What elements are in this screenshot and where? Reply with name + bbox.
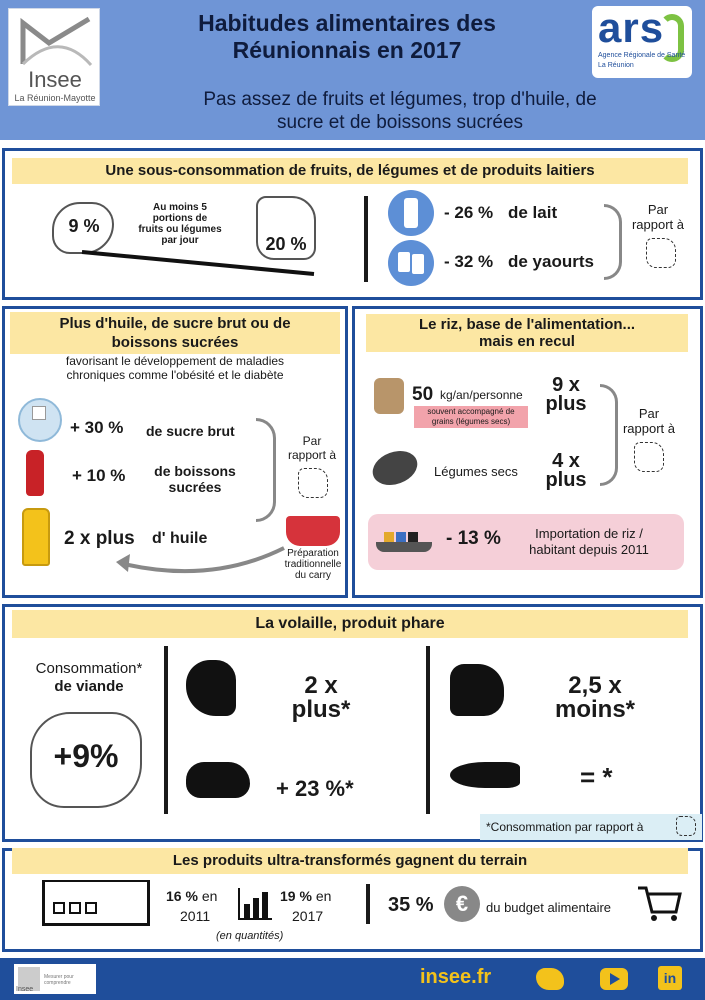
huile-pct: 2 x plus <box>64 528 135 549</box>
porc-pct: + 23 %* <box>276 776 354 801</box>
compare-text-2 <box>280 434 344 462</box>
rice-sack-icon <box>374 378 404 414</box>
huile-label: d' huile <box>152 530 208 547</box>
ars-logo-text: ars <box>598 4 665 51</box>
riz-note <box>414 406 528 428</box>
compare-text-3 <box>616 406 682 436</box>
import-text <box>504 526 674 558</box>
carry-line-1: Préparation <box>287 548 339 559</box>
portions-line-4: par jour <box>161 235 199 246</box>
conso-line-1: Consommation* <box>35 660 143 677</box>
insee-logo <box>8 8 100 106</box>
lait-label: de lait <box>508 203 558 222</box>
footer-insee-logo <box>14 964 96 994</box>
boissons-line-1: de boissons <box>154 463 236 479</box>
france-small-map-icon-2 <box>298 468 328 498</box>
section-sucre-subtitle <box>10 354 340 382</box>
portions-line-2: portions de <box>152 213 208 224</box>
insee-logo-sub: La Réunion-Mayotte <box>14 93 96 103</box>
footnote-text: *Consommation par rapport à <box>486 820 644 834</box>
sugar-bowl-icon <box>18 398 62 442</box>
footer-insee-sub: Mesurer pour comprendre <box>44 974 74 986</box>
section-fruits-title: Une sous-consommation de fruits, de légumes et de produits laitiers <box>12 158 688 184</box>
oil-bottle-icon <box>22 508 50 566</box>
yaourt-label: de yaourts <box>508 252 594 271</box>
pct-2011: 16 % <box>166 888 198 904</box>
legumes-mult <box>538 452 594 490</box>
import-line-1: Importation de riz / <box>535 526 643 541</box>
boissons-label <box>140 463 250 495</box>
volaille-divider-2 <box>426 646 430 814</box>
legumes-mult-line-1: 4 x <box>552 450 580 472</box>
compare-line-1: Par <box>647 202 669 217</box>
france-small-map-icon-4 <box>676 816 696 836</box>
footer-site-link[interactable]: insee.fr <box>420 966 492 988</box>
compare2-line-2: rapport à <box>287 448 337 462</box>
sucre-title-line-2: boissons sucrées <box>111 334 239 351</box>
stat-2011 <box>166 888 217 904</box>
legumes-label: Légumes secs <box>434 464 518 479</box>
sucre-brace-icon <box>256 418 276 522</box>
volaille-mult-line-2: plus* <box>291 696 351 723</box>
compare-line-2: rapport à <box>631 217 685 232</box>
sucre-title-line-1: Plus d'huile, de sucre brut ou de <box>59 315 291 332</box>
footer-insee-text: Insee <box>16 986 34 993</box>
carry-line-3: du carry <box>294 570 332 581</box>
year-2017: 2017 <box>292 908 324 924</box>
volaille-divider-1 <box>164 646 168 814</box>
compare3-line-2: rapport à <box>622 421 676 436</box>
reunion-pct: 9 % <box>68 216 100 236</box>
riz-title-line-1: Le riz, base de l'alimentation... <box>418 316 636 333</box>
cargo-ship-icon <box>376 530 432 554</box>
lait-pct: - 26 % <box>444 203 494 222</box>
boeuf-mult-line-2: moins* <box>554 696 635 723</box>
sucre-sub-line-2: chroniques comme l'obésité et le diabète <box>66 368 284 382</box>
volaille-mult <box>266 674 376 722</box>
shopping-cart-icon <box>636 884 682 924</box>
sucre-sub-line-1: favorisant le développement de maladies <box>65 354 285 368</box>
milk-icon <box>388 190 434 236</box>
riz-qty: 50 <box>412 384 434 405</box>
sucre-label: de sucre brut <box>146 423 235 439</box>
stat-2017 <box>280 888 331 904</box>
carry-text <box>280 548 346 581</box>
yaourt-pct: - 32 % <box>444 252 494 271</box>
riz-mult <box>538 376 594 414</box>
qty-note: (en quantités) <box>216 930 284 942</box>
return-arrow-icon <box>112 540 288 580</box>
insee-logo-text: Insee <box>28 67 82 92</box>
section-fruits-divider <box>364 196 368 282</box>
factory-icon <box>42 880 150 926</box>
ars-logo-sub-1: Agence Régionale de Santé <box>598 52 686 59</box>
budget-pct: 35 % <box>388 894 434 916</box>
ars-logo-sub-2: La Réunion <box>598 62 634 69</box>
conso-text <box>14 660 164 696</box>
compare-text-1 <box>618 202 698 232</box>
pig-icon <box>186 762 250 798</box>
compare3-line-1: Par <box>638 406 660 421</box>
portions-line-1: Au moins 5 <box>153 202 207 213</box>
riz-mult-line-2: plus <box>545 393 587 415</box>
subtitle-line-2: sucre et de boissons sucrées <box>276 112 524 133</box>
viande-pct: +9% <box>53 738 119 774</box>
page-title <box>112 10 582 64</box>
portions-text <box>120 202 240 246</box>
boeuf-mult <box>540 674 650 722</box>
subtitle-line-1: Pas assez de fruits et légumes, trop d'huile, de <box>203 89 597 110</box>
riz-title-line-2: mais en recul <box>479 333 575 350</box>
section-riz-title <box>366 314 688 352</box>
riz-note-line-1: souvent accompagné de <box>427 407 515 416</box>
cow-icon <box>450 664 504 716</box>
soda-bottle-icon <box>26 450 44 496</box>
carry-pot-icon <box>286 516 340 546</box>
en-2017: en <box>315 888 332 904</box>
euro-coin-icon: € <box>444 886 480 922</box>
riz-unit: kg/an/personne <box>440 388 523 402</box>
title-line-1: Habitudes alimentaires des <box>198 10 496 36</box>
sucre-pct: + 30 % <box>70 418 124 437</box>
compare2-line-1: Par <box>302 434 322 448</box>
import-pct: - 13 % <box>446 528 501 549</box>
fish-icon <box>450 762 520 788</box>
twitter-icon[interactable] <box>536 968 564 990</box>
youtube-icon[interactable] <box>600 968 628 990</box>
boeuf-mult-line-1: 2,5 x <box>568 672 622 699</box>
boissons-pct: + 10 % <box>72 466 126 485</box>
import-line-2: habitant depuis 2011 <box>529 542 649 557</box>
france-small-map-icon-3 <box>634 442 664 472</box>
ultra-divider <box>366 884 370 924</box>
france-pct: 20 % <box>265 234 307 254</box>
en-2011: en <box>201 888 218 904</box>
portions-line-3: fruits ou légumes <box>138 224 222 235</box>
title-line-2: Réunionnais en 2017 <box>232 37 462 63</box>
poisson-val: = * <box>580 762 613 792</box>
ars-logo <box>592 6 692 78</box>
section-sucre-title <box>10 312 340 354</box>
pct-2017: 19 % <box>280 888 312 904</box>
france-small-map-icon <box>646 238 676 268</box>
insee-logo-mark-icon <box>9 9 101 71</box>
riz-mult-line-1: 9 x <box>552 374 580 396</box>
volaille-mult-line-1: 2 x <box>304 672 338 699</box>
page-subtitle <box>110 88 690 134</box>
carry-line-2: traditionnelle <box>284 559 342 570</box>
section-ultra-title: Les produits ultra-transformés gagnent du terrain <box>12 848 688 874</box>
legumes-mult-line-2: plus <box>545 469 587 491</box>
boissons-line-2: sucrées <box>168 479 222 495</box>
yaourt-icon <box>388 240 434 286</box>
conso-line-2: de viande <box>54 678 124 695</box>
riz-note-line-2: grains (légumes secs) <box>431 417 511 426</box>
year-2011: 2011 <box>180 908 211 924</box>
section-volaille-title: La volaille, produit phare <box>12 610 688 638</box>
linkedin-icon[interactable]: in <box>658 966 682 990</box>
budget-label: du budget alimentaire <box>486 900 612 915</box>
bar-chart-icon <box>238 888 272 920</box>
